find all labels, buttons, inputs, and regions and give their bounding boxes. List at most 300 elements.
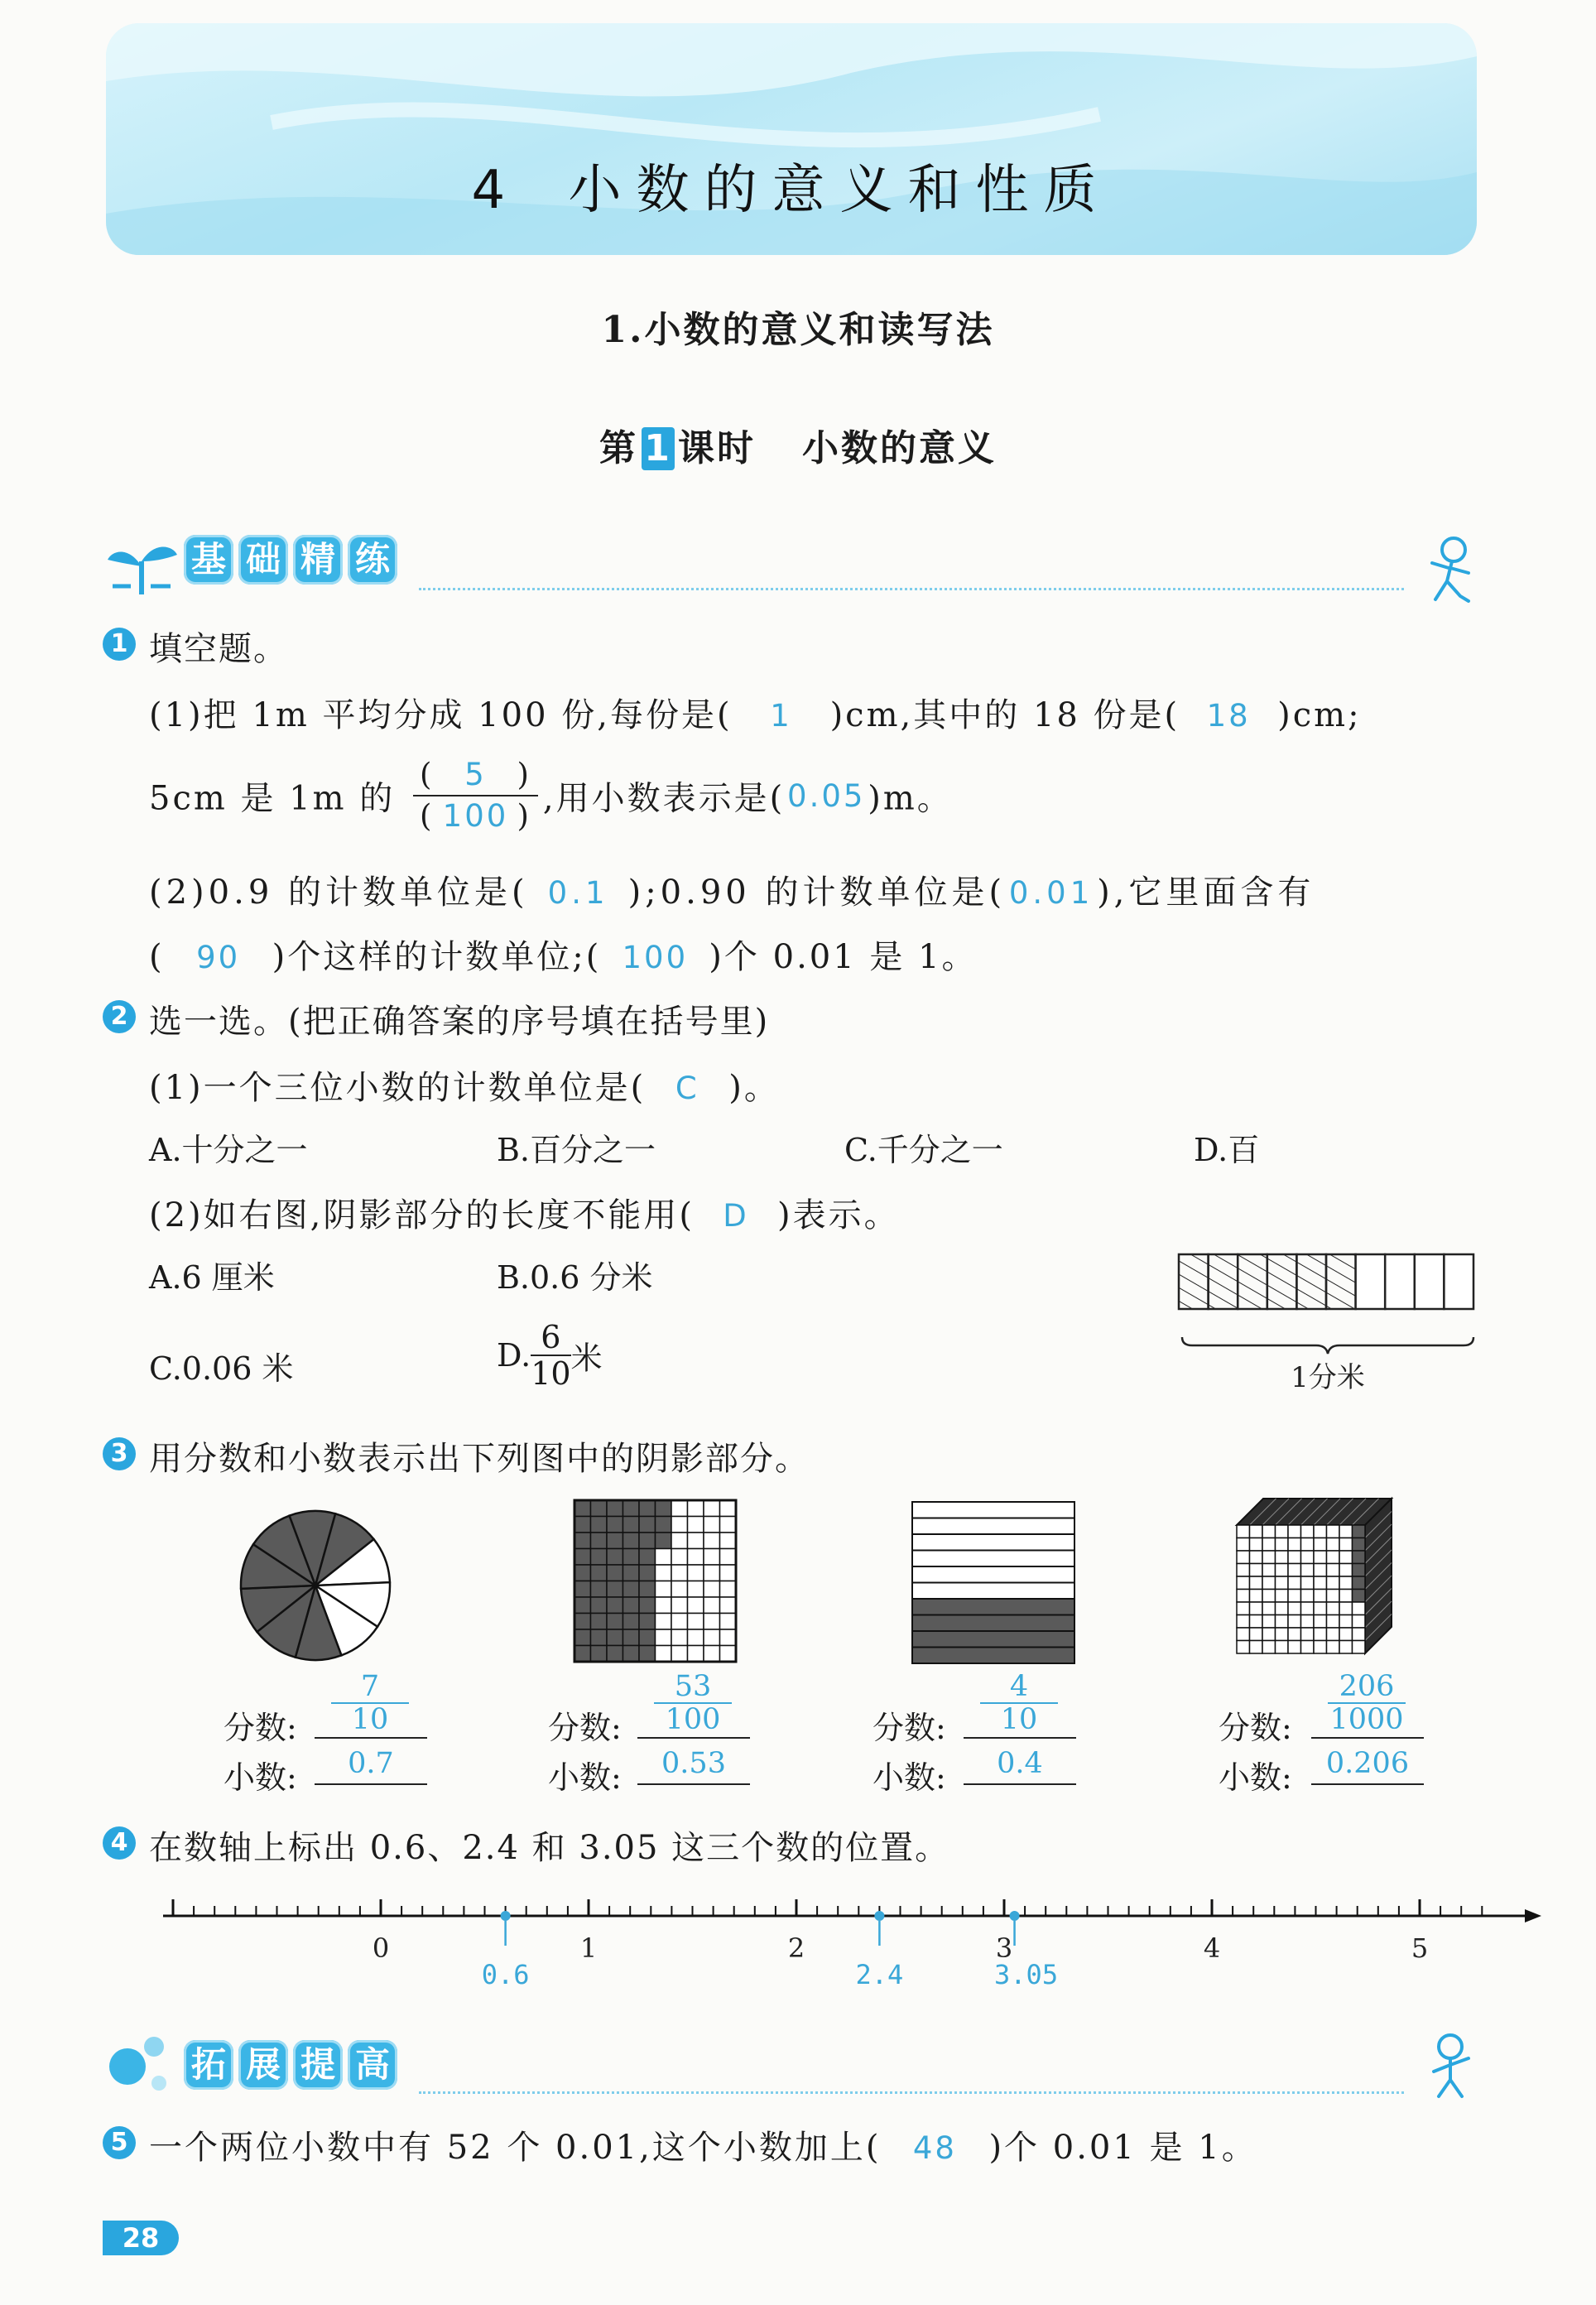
cube-front-cell [1250, 1602, 1263, 1615]
grid-cell [671, 1517, 688, 1533]
point-label: 0.6 [481, 1959, 530, 1990]
q2-part2 [149, 1189, 900, 1236]
ruler-cell [1385, 1254, 1415, 1309]
cube-front-cell [1250, 1525, 1263, 1538]
q1-frac-den-answer: 100 [442, 798, 509, 834]
q3-thousand-cube-figure [1233, 1495, 1416, 1677]
cube-front-cell [1327, 1602, 1340, 1615]
cube-front-cell [1339, 1590, 1353, 1603]
grid-cell [607, 1614, 623, 1630]
lesson-name: 小数的意义 [802, 427, 997, 469]
cube-front-cell [1250, 1590, 1263, 1603]
q3-fraction-answer [980, 1671, 1058, 1735]
cube-front-cell [1301, 1602, 1315, 1615]
q1-p1-text-a: (1)把 1m 平均分成 100 份,每份是( [149, 696, 733, 734]
grid-cell [656, 1581, 672, 1598]
extension-header [104, 2025, 1495, 2108]
tick-label: 1 [579, 1932, 598, 1964]
extend-chip-2: 展 [238, 2040, 288, 2090]
q1-p2-text-a: (2)0.9 的计数单位是( [149, 873, 529, 912]
cube-front-cell [1327, 1538, 1340, 1552]
q3-tenths-strips-figure [909, 1499, 1079, 1669]
grid-cell [688, 1549, 704, 1566]
cube-front-cell [1262, 1564, 1276, 1577]
grid-cell [639, 1500, 656, 1517]
grid-cell [704, 1581, 720, 1598]
cube-front-cell [1250, 1641, 1263, 1654]
q5-answer: 48 [912, 2130, 957, 2166]
cube-front-cell [1276, 1551, 1289, 1564]
cube-front-cell [1288, 1590, 1301, 1603]
cube-front-cell [1314, 1628, 1327, 1641]
grid-cell [639, 1646, 656, 1663]
grid-cell [656, 1500, 672, 1517]
q3-fraction-answer [654, 1671, 732, 1735]
q1-p1-answer1: 1 [770, 698, 792, 734]
cube-front-cell [1353, 1551, 1366, 1564]
ruler-brace [1182, 1337, 1473, 1354]
cube-front-cell [1314, 1590, 1327, 1603]
grid-cell [656, 1614, 672, 1630]
grid-cell [591, 1500, 608, 1517]
q3-fraction-denominator: 10 [351, 1703, 389, 1736]
cube-front-cell [1314, 1602, 1327, 1615]
grid-cell [704, 1500, 720, 1517]
cube-front-cell [1314, 1576, 1327, 1590]
cube-front-cell [1301, 1525, 1315, 1538]
grid-cell [671, 1581, 688, 1598]
cube-front-cell [1276, 1615, 1289, 1629]
q1-p1-text-e: ,用小数表示是( [542, 779, 786, 818]
grid-cell [704, 1549, 720, 1566]
cube-front-cell [1353, 1615, 1366, 1629]
grid-cell [720, 1565, 737, 1581]
q3-fraction-numerator: 206 [1328, 1671, 1406, 1704]
q1-part2-line1 [149, 866, 1315, 913]
q2-p2-option-b: B.0.6 分米 [497, 1259, 653, 1296]
q3-decimal-label: 小数: [1219, 1759, 1292, 1796]
running-kid-icon [1414, 530, 1488, 604]
q2-p2-text-b: )表示。 [776, 1196, 900, 1234]
grid-cell [688, 1646, 704, 1663]
grid-cell [574, 1614, 591, 1630]
number-line-point [501, 1911, 511, 1921]
grid-cell [607, 1597, 623, 1614]
q1-fraction-denominator: ( 100 ) [413, 796, 538, 836]
cube-front-cell [1288, 1615, 1301, 1629]
grid-cell [704, 1614, 720, 1630]
cube-front-cell [1301, 1628, 1315, 1641]
cube-front-cell [1301, 1641, 1315, 1654]
strip [912, 1566, 1074, 1583]
q3-pie-figure [228, 1499, 402, 1672]
q1-frac-num-answer: 5 [464, 757, 487, 792]
basic-chip-4: 练 [348, 535, 397, 585]
cube-front-cell [1262, 1576, 1276, 1590]
basic-dotted-rule [419, 588, 1404, 590]
ruler-cell [1444, 1254, 1473, 1309]
cube-front-cell [1276, 1590, 1289, 1603]
cube-front-cell [1339, 1615, 1353, 1629]
grid-cell [623, 1614, 640, 1630]
grid-cell [607, 1533, 623, 1549]
q3-decimal-answer: 0.53 [661, 1747, 726, 1780]
q1-title: 填空题。 [149, 630, 288, 668]
q2-optd-den: 10 [531, 1355, 571, 1392]
cube-front-cell [1276, 1525, 1289, 1538]
q3-fraction-numerator: 7 [331, 1671, 409, 1704]
grid-cell [720, 1549, 737, 1566]
q3-fraction-answer [1328, 1671, 1406, 1735]
q3-decimal-answer: 0.206 [1325, 1747, 1410, 1780]
q2-option-d: D.百 [1194, 1132, 1260, 1168]
basic-practice-header [104, 530, 1495, 613]
q3-decimal-underline [315, 1747, 427, 1785]
lesson-prefix: 第 [599, 427, 638, 469]
q2-optd-num: 6 [531, 1320, 570, 1356]
cube-front-cell [1314, 1615, 1327, 1629]
grid-cell [591, 1565, 608, 1581]
ruler-cell [1209, 1254, 1238, 1309]
grid-cell [704, 1629, 720, 1646]
q2-title: 选一选。(把正确答案的序号填在括号里) [149, 1003, 770, 1041]
grid-cell [574, 1581, 591, 1598]
cube-front-cell [1288, 1538, 1301, 1552]
grid-cell [720, 1500, 737, 1517]
cube-front-cell [1288, 1641, 1301, 1654]
cube-front-cell [1353, 1590, 1366, 1603]
grid-cell [574, 1517, 591, 1533]
q5-text-b: )个 0.01 是 1。 [988, 2129, 1257, 2167]
grid-cell [623, 1500, 640, 1517]
cube-front-cell [1327, 1525, 1340, 1538]
q1-p2-answer2: 0.01 [1008, 875, 1094, 911]
grid-cell [704, 1646, 720, 1663]
grid-cell [720, 1646, 737, 1663]
q1-p2-text-b: );0.90 的计数单位是( [627, 873, 1007, 912]
cube-front-cell [1276, 1538, 1289, 1552]
q5-text-a: 一个两位小数中有 52 个 0.01,这个小数加上( [149, 2129, 882, 2167]
q3-fraction-label: 分数: [873, 1710, 946, 1746]
grid-cell [704, 1533, 720, 1549]
kid-icon [1414, 2025, 1488, 2100]
q1-number: 1 [103, 628, 136, 661]
grid-cell [704, 1597, 720, 1614]
grid-cell [591, 1549, 608, 1566]
grid-cell [639, 1565, 656, 1581]
cube-front-cell [1327, 1576, 1340, 1590]
grid-cell [688, 1500, 704, 1517]
grid-cell [623, 1646, 640, 1663]
strip [912, 1518, 1074, 1535]
cube-front-cell [1314, 1641, 1327, 1654]
cube-front-cell [1339, 1602, 1353, 1615]
q1-p2-answer3: 90 [196, 940, 241, 975]
q1-p1-answer2: 18 [1206, 698, 1251, 734]
q3-decimal-label: 小数: [224, 1759, 297, 1796]
q2-p2-optd-suffix: 米 [570, 1340, 603, 1377]
bubbles-icon [104, 2028, 179, 2103]
extend-chip-1: 拓 [184, 2040, 233, 2090]
cube-front-cell [1314, 1564, 1327, 1577]
grid-cell [720, 1629, 737, 1646]
q1-fraction-numerator: ( 5 ) [413, 755, 538, 796]
q3-decimal-answer: 0.7 [348, 1747, 394, 1780]
cube-front-cell [1237, 1525, 1250, 1538]
cube-front-cell [1314, 1525, 1327, 1538]
cube-front-cell [1250, 1538, 1263, 1552]
chapter-title: 4 小数的意义和性质 [471, 160, 1112, 221]
cube-front-cell [1314, 1551, 1327, 1564]
ruler-cell [1267, 1254, 1297, 1309]
grid-cell [639, 1517, 656, 1533]
cube-front-cell [1237, 1551, 1250, 1564]
q2-p2-option-a: A.6 厘米 [149, 1259, 275, 1296]
q1-p2-text-e: )个这样的计数单位;( [272, 938, 602, 976]
section-title: 1.小数的意义和读写法 [601, 309, 995, 351]
grid-cell [591, 1597, 608, 1614]
q3-fraction-denominator: 10 [1000, 1703, 1038, 1736]
cube-front-cell [1250, 1628, 1263, 1641]
grid-cell [591, 1517, 608, 1533]
grid-cell [720, 1517, 737, 1533]
number-line-point [874, 1911, 884, 1921]
cube-front-cell [1327, 1590, 1340, 1603]
grid-cell [607, 1517, 623, 1533]
q2-option-a: A.十分之一 [149, 1132, 308, 1168]
grid-cell [639, 1581, 656, 1598]
cube-front-cell [1276, 1564, 1289, 1577]
ruler-cell [1415, 1254, 1445, 1309]
cube-front-cell [1276, 1628, 1289, 1641]
grid-cell [671, 1565, 688, 1581]
q1-fraction [413, 755, 538, 836]
q1-p1-text-c: )cm; [1277, 696, 1362, 734]
grid-cell [607, 1629, 623, 1646]
grid-cell [591, 1581, 608, 1598]
number-line-arrow [1525, 1909, 1541, 1922]
cube-front-cell [1262, 1615, 1276, 1629]
grid-cell [704, 1565, 720, 1581]
strip [912, 1551, 1074, 1567]
grid-cell [639, 1614, 656, 1630]
q5-text [149, 2121, 1257, 2168]
grid-cell [623, 1565, 640, 1581]
q4-title: 在数轴上标出 0.6、2.4 和 3.05 这三个数的位置。 [149, 1829, 950, 1867]
grid-cell [639, 1533, 656, 1549]
cube-front-cell [1262, 1590, 1276, 1603]
sprout-icon [104, 538, 179, 596]
cube-front-cell [1250, 1615, 1263, 1629]
cube-front-cell [1250, 1564, 1263, 1577]
grid-cell [671, 1533, 688, 1549]
grid-cell [623, 1517, 640, 1533]
cube-front-cell [1327, 1641, 1340, 1654]
q3-fraction-denominator: 1000 [1329, 1703, 1404, 1736]
grid-cell [671, 1500, 688, 1517]
grid-cell [720, 1581, 737, 1598]
q1-part2-line2 [149, 931, 978, 978]
cube-front-cell [1301, 1538, 1315, 1552]
tick-label: 5 [1411, 1932, 1429, 1964]
grid-cell [688, 1597, 704, 1614]
page-number: 28 [103, 2221, 179, 2255]
cube-front-cell [1327, 1628, 1340, 1641]
q1-p2-text-f: )个 0.01 是 1。 [709, 938, 978, 976]
cube-front-cell [1353, 1576, 1366, 1590]
cube-front-cell [1237, 1576, 1250, 1590]
grid-cell [591, 1646, 608, 1663]
grid-cell [720, 1533, 737, 1549]
grid-cell [639, 1597, 656, 1614]
cube-front-cell [1262, 1628, 1276, 1641]
ruler-cell [1296, 1254, 1326, 1309]
q2-option-b: B.百分之一 [497, 1132, 656, 1168]
grid-cell [688, 1614, 704, 1630]
extend-chip-3: 提 [293, 2040, 343, 2090]
q2-p1-text-b: )。 [728, 1069, 780, 1107]
cube-front-cell [1276, 1641, 1289, 1654]
grid-cell [704, 1517, 720, 1533]
cube-front-cell [1339, 1525, 1353, 1538]
cube-front-cell [1353, 1641, 1366, 1654]
q2-part1 [149, 1061, 780, 1109]
cube-front-cell [1301, 1576, 1315, 1590]
tick-label: 0 [372, 1932, 390, 1964]
grid-cell [656, 1597, 672, 1614]
cube-front-cell [1327, 1551, 1340, 1564]
tick-label: 4 [1203, 1932, 1221, 1964]
grid-cell [720, 1614, 737, 1630]
cube-front-cell [1237, 1538, 1250, 1552]
grid-cell [656, 1646, 672, 1663]
grid-cell [688, 1565, 704, 1581]
ruler-cells [1179, 1254, 1473, 1309]
grid-cell [607, 1500, 623, 1517]
cube-front-cell [1250, 1576, 1263, 1590]
q3-fraction-label: 分数: [224, 1710, 297, 1746]
cube-front-cell [1339, 1551, 1353, 1564]
q1-p1-answer3: 0.05 [787, 777, 866, 814]
cube-front-cell [1327, 1615, 1340, 1629]
q2-p2-text-a: (2)如右图,阴影部分的长度不能用( [149, 1196, 695, 1234]
q3-fraction-denominator: 100 [665, 1703, 721, 1736]
grid-cell [574, 1565, 591, 1581]
q3-number: 3 [103, 1437, 136, 1470]
cube-front-cell [1288, 1551, 1301, 1564]
grid-cell [574, 1549, 591, 1566]
grid-cell [574, 1533, 591, 1549]
q1-p2-answer4: 100 [622, 940, 689, 975]
grid-cell [688, 1629, 704, 1646]
grid-cell [607, 1581, 623, 1598]
q1-p2-answer1: 0.1 [547, 875, 609, 911]
cube-front-cell [1353, 1525, 1366, 1538]
q3-decimal-underline [964, 1747, 1076, 1785]
lesson-number-badge: 1 [642, 427, 675, 470]
cube-front-cell [1276, 1602, 1289, 1615]
cube-front-cell [1301, 1590, 1315, 1603]
q3-decimal-label: 小数: [548, 1759, 622, 1796]
q1-part1-line1 [149, 689, 1362, 736]
cube-front-cell [1301, 1615, 1315, 1629]
strip [912, 1534, 1074, 1551]
q1-p2-text-d: ( [149, 938, 165, 976]
grid-cell [574, 1500, 591, 1517]
cube-front-cell [1301, 1551, 1315, 1564]
cube-front-cell [1237, 1628, 1250, 1641]
extend-dotted-rule [419, 2091, 1404, 2094]
q2-p2-answer: D [723, 1198, 749, 1234]
grid-cell [607, 1549, 623, 1566]
basic-chip-3: 精 [293, 535, 343, 585]
grid-cell [671, 1549, 688, 1566]
grid-cell [591, 1614, 608, 1630]
q5-number: 5 [103, 2126, 136, 2159]
q1-part1-line2 [149, 755, 953, 836]
q2-option-c: C.千分之一 [844, 1132, 1003, 1168]
strip [912, 1631, 1074, 1648]
grid-cell [623, 1533, 640, 1549]
cube-front-cell [1262, 1641, 1276, 1654]
q2-p2-option-d [497, 1320, 603, 1391]
cube-front-cell [1327, 1564, 1340, 1577]
q3-fraction-label: 分数: [1219, 1710, 1292, 1746]
q2-p1-answer: C [675, 1071, 699, 1106]
grid-cell [720, 1597, 737, 1614]
cube-front-cell [1314, 1538, 1327, 1552]
q3-hundred-grid-figure [571, 1497, 745, 1671]
grid-cell [639, 1629, 656, 1646]
grid-cell [671, 1629, 688, 1646]
cube-front-cell [1237, 1615, 1250, 1629]
lesson-title [0, 418, 1596, 471]
cube-front-cell [1237, 1602, 1250, 1615]
cube-front-cell [1301, 1564, 1315, 1577]
chapter-banner [106, 23, 1477, 255]
grid-cell [671, 1614, 688, 1630]
grid-cell [591, 1629, 608, 1646]
grid-cell [656, 1565, 672, 1581]
grid-cell [574, 1646, 591, 1663]
cube-front-cell [1353, 1564, 1366, 1577]
strip [912, 1615, 1074, 1632]
cube-front-cell [1288, 1602, 1301, 1615]
cube-front-cell [1339, 1576, 1353, 1590]
grid-cell [656, 1533, 672, 1549]
cube-front-cell [1262, 1538, 1276, 1552]
cube-front-cell [1353, 1628, 1366, 1641]
q2-p2-option-c: C.0.06 米 [149, 1350, 294, 1387]
q1-p2-text-c: ),它里面含有 [1097, 873, 1315, 912]
ruler-cell [1179, 1254, 1209, 1309]
q2-p2-optd-prefix: D. [497, 1337, 531, 1374]
ruler-cell [1356, 1254, 1386, 1309]
grid-cell [639, 1549, 656, 1566]
cube-front-cell [1250, 1551, 1263, 1564]
cube-front-cell [1288, 1576, 1301, 1590]
strip [912, 1583, 1074, 1600]
cube-front-cell [1288, 1628, 1301, 1641]
strip [912, 1648, 1074, 1664]
tick-label: 2 [787, 1932, 805, 1964]
grid-cell [671, 1646, 688, 1663]
grid-cell [671, 1597, 688, 1614]
q3-decimal-label: 小数: [873, 1759, 946, 1796]
ruler-cell [1238, 1254, 1267, 1309]
grid-cell [591, 1533, 608, 1549]
ruler-label: 1分米 [1291, 1361, 1365, 1394]
